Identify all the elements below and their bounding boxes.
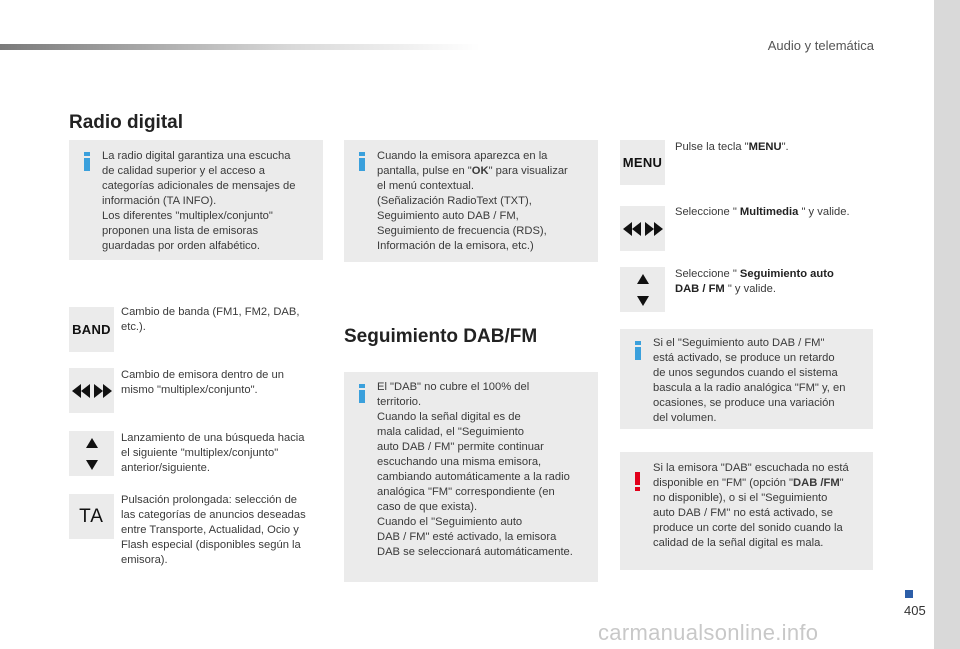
seek-description: Cambio de emisora dentro de un mismo "multiplex/conjunto". <box>121 369 284 396</box>
step-3: Seleccione " Seguimiento auto DAB / FM " y valide. <box>675 268 834 295</box>
page-number: 405 <box>904 603 926 618</box>
up-down-arrows-glyph <box>636 273 650 307</box>
info-icon <box>635 341 641 360</box>
up-down-arrows-icon <box>620 267 665 312</box>
info-box-dab: El "DAB" no cubre el 100% del territorio. Cuando la señal digital es de mala calidad, el "Seguimiento auto DAB / FM" permite continuar escuchando una misma emisora, cambiando automáticamente a la radio analógica "FM" correspondiente (en caso de que exista). Cuando el "Seguimiento auto DAB / FM" esté activado, la emisora DAB se seleccionará automáticamente. <box>344 372 598 582</box>
page-corner-marker <box>905 590 913 598</box>
info-box-radio-digital: La radio digital garantiza una escucha de calidad superior y el acceso a categorías adicionales de mensajes de información (TA INFO). Los diferentes "multiplex/conjunto" proponen una lista de emisoras guardadas por orden alfabético. <box>69 140 323 260</box>
warning-box-signal-cut: Si la emisora "DAB" escuchada no está disponible en "FM" (opción "DAB /FM" no disponible), o si el "Seguimiento auto DAB / FM" no está activado, se produce un corte del sonido cuando la calidad de la señal digital es mala. <box>620 452 873 570</box>
side-tab <box>934 0 960 649</box>
seek-arrows-icon <box>620 206 665 251</box>
info-icon <box>359 152 365 171</box>
section-name: Audio y telemática <box>767 38 874 53</box>
info-icon <box>84 152 90 171</box>
up-down-arrows-icon <box>69 431 114 476</box>
header-gradient-bar <box>0 44 480 50</box>
section-title-dab: Seguimiento DAB/FM <box>344 326 538 347</box>
ta-button-icon: TA <box>69 494 114 539</box>
seek-arrows-glyph <box>71 384 113 398</box>
watermark: carmanualsonline.info <box>598 620 819 645</box>
search-description: Lanzamiento de una búsqueda hacia el siguiente "multiplex/conjunto" anterior/siguiente. <box>121 432 305 474</box>
menu-button-icon: MENU <box>620 140 665 185</box>
info-box-radiotext: Cuando la emisora aparezca en la pantalla, pulse en "OK" para visualizar el menú contextual. (Señalización RadioText (TXT), Seguimiento auto DAB / FM, Seguimiento de frecuencia (RDS), Información de la emisora, etc.) <box>344 140 598 262</box>
up-down-arrows-glyph <box>85 437 99 471</box>
info-box-delay: Si el "Seguimiento auto DAB / FM" está activado, se produce un retardo de unos segundos cuando el sistema bascula a la radio analógica "FM" y, en ocasiones, se produce una variación del volumen. <box>620 329 873 429</box>
band-description: Cambio de banda (FM1, FM2, DAB, etc.). <box>121 306 300 333</box>
warning-icon <box>635 472 640 491</box>
step-1: Pulse la tecla "MENU". <box>675 141 789 153</box>
page-title: Radio digital <box>69 112 183 133</box>
band-button-icon: BAND <box>69 307 114 352</box>
seek-arrows-glyph <box>622 222 664 236</box>
info-icon <box>359 384 365 403</box>
step-2: Seleccione " Multimedia " y valide. <box>675 206 850 218</box>
seek-arrows-icon <box>69 368 114 413</box>
ta-description: Pulsación prolongada: selección de las categorías de anuncios deseadas entre Transporte, Actualidad, Ocio y Flash especial (disponibles según la emisora). <box>121 494 306 566</box>
